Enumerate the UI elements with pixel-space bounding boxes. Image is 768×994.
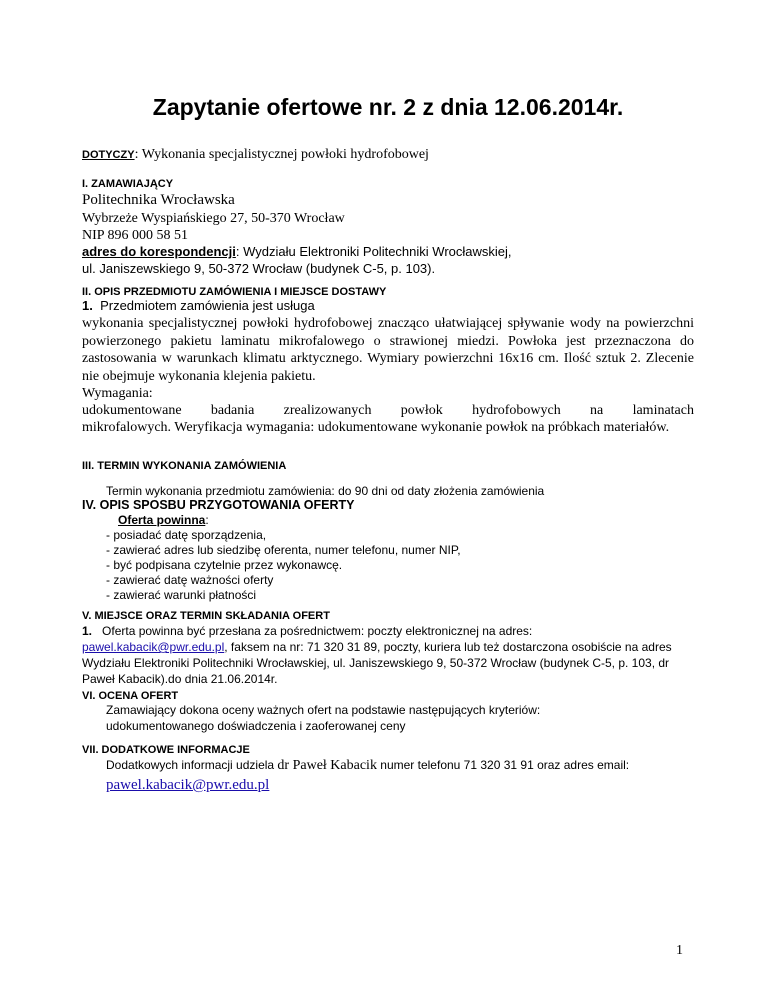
contact-text-b: numer telefonu 71 320 31 91 oraz adres email: — [376, 758, 630, 772]
contact-line — [82, 758, 718, 773]
section-2-heading: II. OPIS PRZEDMIOTU ZAMÓWIENIA I MIEJSCE DOSTAWY — [82, 286, 387, 298]
correspondence-line — [82, 244, 694, 260]
requirements-line-1: udokumentowane badania zrealizowanych powłok hydrofobowych na laminatach — [82, 403, 694, 418]
section-5-heading: V. MIEJSCE ORAZ TERMIN SKŁADANIA OFERT — [82, 610, 330, 622]
section-3-heading: III. TERMIN WYKONANIA ZAMÓWIENIA — [82, 460, 287, 472]
subject-text: Wykonania specjalistycznej powłoki hydrofobowej — [141, 147, 429, 162]
offer-should-line — [82, 513, 730, 528]
list-item: - zawierać adres lub siedzibę oferenta, numer telefonu, numer NIP, — [106, 543, 461, 557]
subject-description: wykonania specjalistycznej powłoki hydrofobowej znacząco ułatwiającej spływanie wody na powierzchni powierzonego pakietu laminatu mikrofalowego o strawionej miedzi. Powłoka jest przeznaczona do zastosowania w warunkach klimatu arktycznego. Wymiary powierzchni 16x16 cm. Ilość sztuk 2. Zlecenie nie obejmuje wykonania klejenia pakietu. — [82, 316, 694, 384]
page-title: Zapytanie ofertowe nr. 2 z dnia 12.06.2014r. — [152, 94, 624, 120]
section-7-heading: VII. DODATKOWE INFORMACJE — [82, 744, 250, 756]
list-item: - posiadać datę sporządzenia, — [106, 528, 267, 542]
offer-should-label: Oferta powinna — [118, 513, 206, 527]
contact-text-a: Dodatkowych informacji udziela — [106, 758, 278, 772]
section-1-heading: I. ZAMAWIAJĄCY — [82, 178, 174, 190]
subject-line — [82, 146, 694, 164]
contact-person: dr Paweł Kabacik — [277, 758, 377, 773]
submission-number: 1. — [82, 624, 93, 638]
submission-paragraph — [82, 623, 694, 687]
offer-requirements-list — [82, 528, 718, 603]
list-item: - zawierać datę ważności oferty — [106, 573, 274, 587]
buyer-name: Politechnika Wrocławska — [82, 192, 235, 208]
section-4-heading: IV. OPIS SPOSBU PRZYGOTOWANIA OFERTY — [82, 498, 355, 512]
offer-should-colon: : — [205, 513, 209, 527]
section-6-heading: VI. OCENA OFERT — [82, 690, 179, 702]
correspondence-label: adres do korespondencji — [82, 244, 236, 259]
requirements-line-2: mikrofalowych. Weryfikacja wymagania: udokumentowane wykonanie powłok na próbkach materiałów. — [82, 420, 670, 435]
subject-item-number: 1. — [82, 298, 93, 313]
contact-email-line — [82, 776, 718, 794]
submission-text-2: , faksem na nr: 71 320 31 89, poczty, kuriera lub też dostarczona osobiście na adres Wydziału Elektroniki Politechniki Wrocławskiej, ul. Janiszewskiego 9, 50-372 Wrocław (budynek C-5, p. 103, dr Paweł Kabacik).do dnia 21.06.2014r. — [82, 640, 672, 686]
list-item: - być podpisana czytelnie przez wykonawcę. — [106, 558, 343, 572]
list-item: - zawierać warunki płatności — [106, 588, 257, 602]
correspondence-address: ul. Janiszewskiego 9, 50-372 Wrocław (budynek C-5, p. 103). — [82, 261, 436, 276]
subject-item — [82, 298, 694, 314]
subject-item-text: Przedmiotem zamówienia jest usługa — [100, 298, 315, 313]
buyer-nip: NIP 896 000 58 51 — [82, 228, 189, 243]
evaluation-line-2: udokumentowanego doświadczenia i zaoferowanej ceny — [106, 719, 406, 733]
submission-email-link[interactable]: pawel.kabacik@pwr.edu.pl — [82, 640, 225, 654]
subject-label: DOTYCZY — [82, 149, 135, 161]
evaluation-line-1: Zamawiający dokona oceny ważnych ofert na podstawie następujących kryteriów: — [106, 703, 541, 717]
contact-email-link[interactable]: pawel.kabacik@pwr.edu.pl — [106, 777, 270, 793]
correspondence-text: : Wydziału Elektroniki Politechniki Wrocławskiej, — [235, 244, 512, 259]
buyer-address: Wybrzeże Wyspiańskiego 27, 50-370 Wrocław — [82, 211, 345, 226]
subject-colon: : — [134, 147, 139, 162]
requirements-label: Wymagania: — [82, 386, 153, 401]
deadline-text: Termin wykonania przedmiotu zamówienia: do 90 dni od daty złożenia zamówienia — [106, 484, 545, 498]
page-number: 1 — [676, 943, 683, 958]
submission-text-1: Oferta powinna być przesłana za pośrednictwem: poczty elektronicznej na adres: — [102, 624, 533, 638]
